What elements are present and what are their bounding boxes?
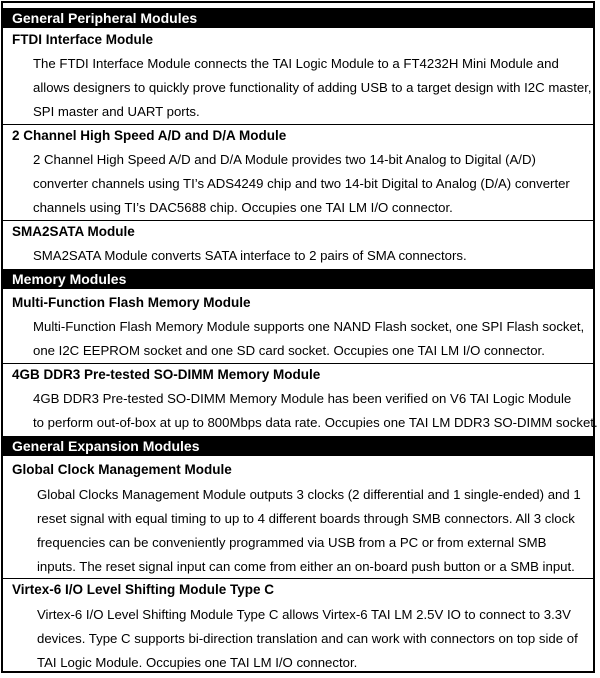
module-desc-ftdi	[33, 52, 592, 124]
desc-line: frequencies can be conveniently programmed via USB from a PC or from external SMB	[37, 535, 547, 550]
module-desc-sma2sata	[33, 244, 467, 268]
section-header-memory: Memory Modules	[3, 269, 593, 289]
module-title-flash: Multi-Function Flash Memory Module	[12, 295, 251, 310]
module-table	[1, 1, 598, 673]
desc-line: The FTDI Interface Module connects the TAI Logic Module to a FT4232H Mini Module and	[33, 56, 559, 71]
desc-line: reset signal with equal timing to up to 4 different boards through SMB connectors. All 3 clock	[37, 511, 575, 526]
section-header-general-expansion: General Expansion Modules	[3, 436, 593, 456]
desc-line: devices. Type C supports bi-direction translation and can work with connectors on top side of	[37, 631, 578, 646]
desc-line: 4GB DDR3 Pre-tested SO-DIMM Memory Module has been verified on V6 TAI Logic Module	[33, 391, 572, 406]
desc-line: SMA2SATA Module converts SATA interface to 2 pairs of SMA connectors.	[33, 248, 467, 263]
desc-line: TAI Logic Module. Occupies one TAI LM I/O connector.	[37, 655, 358, 670]
section-header-general-peripheral: General Peripheral Modules	[3, 8, 593, 28]
desc-line: channels using TI’s DAC5688 chip. Occupies one TAI LM I/O connector.	[33, 200, 453, 215]
desc-line: to perform out-of-box at up to 800Mbps data rate. Occupies one TAI LM DDR3 SO-DIMM socket.	[33, 415, 598, 430]
module-title-ftdi: FTDI Interface Module	[12, 32, 154, 47]
row-divider	[3, 578, 593, 579]
desc-line: converter channels using TI’s ADS4249 chip and two 14-bit Digital to Analog (D/A) converter	[33, 176, 570, 191]
desc-line: one I2C EEPROM socket and one SD card socket. Occupies one TAI LM I/O connector.	[33, 343, 545, 358]
module-desc-ddr3	[33, 387, 598, 435]
row-divider	[3, 124, 593, 125]
module-title-ad-da: 2 Channel High Speed A/D and D/A Module	[12, 128, 287, 143]
desc-line: SPI master and UART ports.	[33, 104, 200, 119]
row-divider	[3, 363, 593, 364]
module-title-sma2sata: SMA2SATA Module	[12, 224, 135, 239]
module-title-level-shifting: Virtex-6 I/O Level Shifting Module Type C	[12, 582, 275, 597]
desc-line: Multi-Function Flash Memory Module supports one NAND Flash socket, one SPI Flash socket,	[33, 319, 585, 334]
module-desc-level-shifting	[37, 603, 578, 675]
desc-line: Virtex-6 I/O Level Shifting Module Type C allows Virtex-6 TAI LM 2.5V IO to connect to 3.3V	[37, 607, 571, 622]
module-desc-flash	[33, 315, 584, 363]
desc-line: Global Clocks Management Module outputs 3 clocks (2 differential and 1 single-ended) and 1	[37, 487, 581, 502]
desc-line: inputs. The reset signal input can come from either an on-board push button or a SMB input.	[37, 559, 575, 574]
row-divider	[3, 220, 593, 221]
module-desc-ad-da	[33, 148, 570, 220]
module-desc-clock	[37, 483, 581, 579]
desc-line: allows designers to quickly prove functionality of adding USB to a target design with I2C master,	[33, 80, 592, 95]
module-title-clock: Global Clock Management Module	[12, 462, 232, 477]
desc-line: 2 Channel High Speed A/D and D/A Module provides two 14-bit Analog to Digital (A/D)	[33, 152, 536, 167]
module-title-ddr3: 4GB DDR3 Pre-tested SO-DIMM Memory Module	[12, 367, 321, 382]
